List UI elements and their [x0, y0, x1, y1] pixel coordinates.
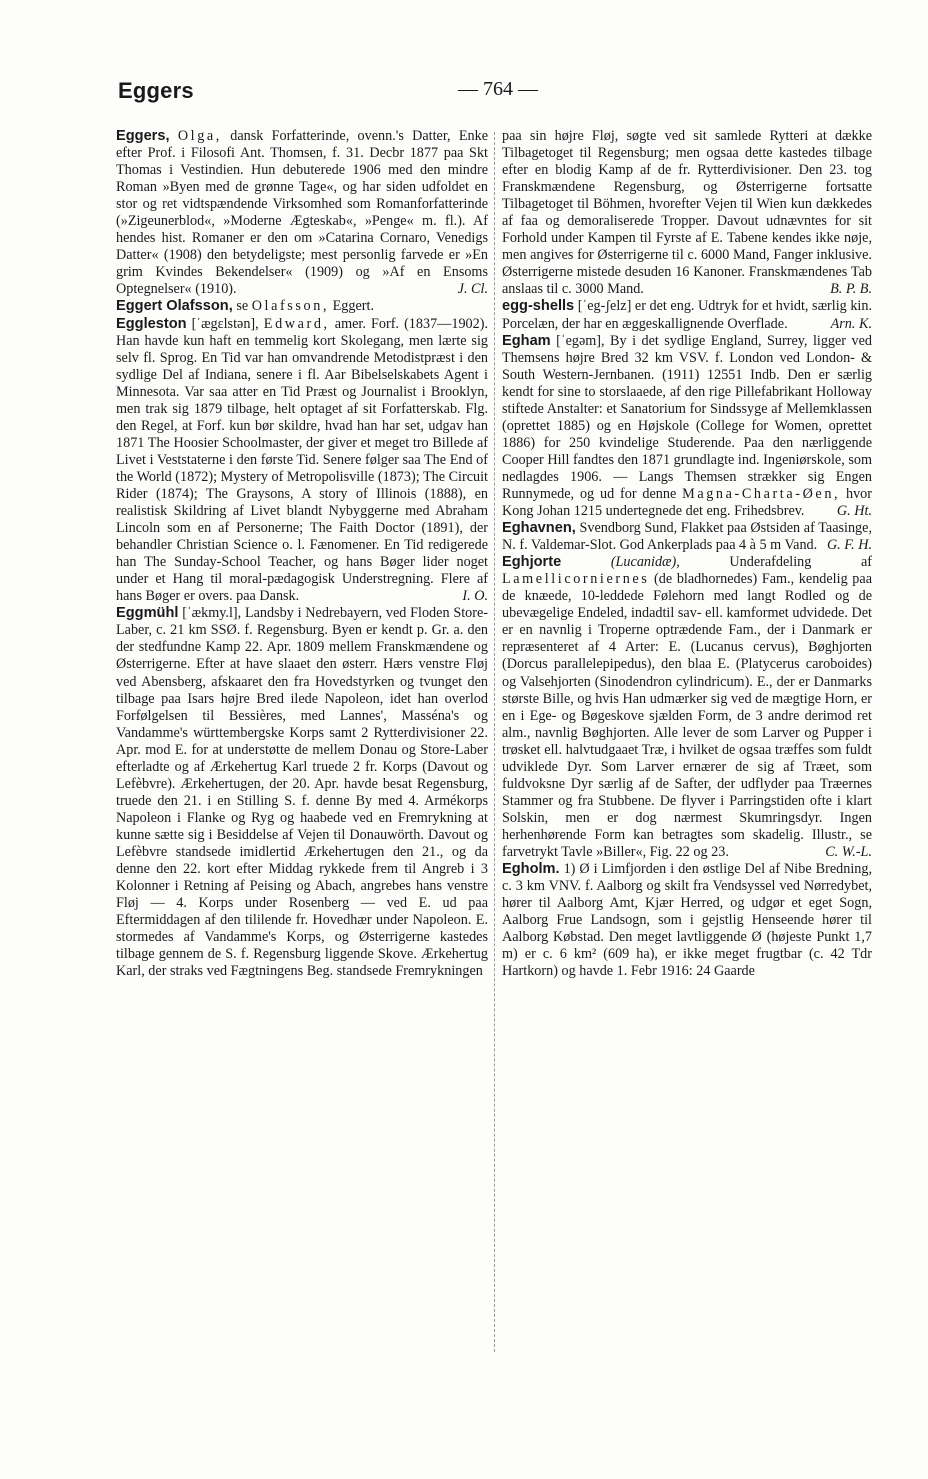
entry-signature: B. P. B. [830, 281, 872, 298]
entry-text: [ˈækmy.l], Landsby i Nedrebayern, ved Floden Store-Laber, c. 21 km SSØ. f. Regensburg. Byen er kendt p. Gr. a. den der stedfundne Kamp 22. Apr. 1809 mellem Franskmændene og Østerrigerne. Efter at have slaaet den østerr. Hærs venstre Fløj ved Abensberg, afskaaret den fra Hovedstyrken og tvunget den tilbage paa Isars højre Bred ilede Napoleon, idet han overlod Forfølgelsen til Bessières, med Lannes', Masséna's og Vandamme's württembergske Korps samt 2 Rytterdivisioner 22. Apr. mod E. for at understøtte de mellem Donau og Store-Laber efterladte og af Ærkehertug Karl truede 2 fr. Korps (Davout og Lefèbvre). Ærkehertugen, der 20. Apr. havde besat Regensburg, truede den 21. i en Stilling S. f. denne By med 4. Armékorps Napoleon i Flanke og Ryg og haabede ved en Fremrykning at kunne sætte sig i Besiddelse af Vejen til Donauwörth. Davout og Lefèbvre standsede imidlertid Ærkehertugen den 21., og da denne den 22. kort efter Middag rykkede frem til Angreb i 3 Kolonner i Retning af Peising og Abach, angrebes hans venstre Fløj — 4. Korps under Rosenberg — ved E. ud paa Eftermiddagen af den tililende fr. Hovedhær under Napoleon. E. stormedes af Vandamme's Korps, og Østerrigerne kastedes tilbage gennem de S. f. Regensburg liggende Skove. Ærkehertug Karl, der straks ved Fægtningens Beg. standsede Fremrykningen [116, 605, 488, 980]
entry-text: hvor Kong Johan 1215 undertegnede det eng. Frihedsbrev. [502, 485, 873, 520]
entry-text: [ˈegəm], By i det sydlige England, Surrey, ligger ved Themsens højre Bred 32 km VSV. f. London ved London- & South Western-Jernbanen. (1911) 12551 Indb. Den er særlig kendt for sine to storslaaede, af den rige Pillefabrikant Holloway stiftede Anstalter: et Sanatorium for Sindssyge af Mellemklassen (oprettet 1885) og en Højskole (College for Women, oprettet 1886) for 250 kvindelige Studerende. Paa den nærliggende Cooper Hill fandtes den 1871 grundlagte ind. Ingeniørskole, som nedlagdes 1906. — Langs Themsen strækker sig Engen Runnymede, og ud for denne [502, 332, 872, 502]
entry-eghavnen [502, 520, 872, 554]
entry-text: [ˈeg-ʃelz] er det eng. Udtryk for et hvidt, særlig kin. Porcelæn, der har en æggeskallignende Overflade. [502, 298, 872, 332]
entry-spaced-name: Lamellicorniernes [502, 571, 650, 588]
entry-spaced-name: Olga, [177, 128, 222, 144]
entry-spaced-name: Olafsson, [251, 298, 330, 315]
entry-text: Svendborg Sund, Flakket paa Østsiden af Taasinge, N. f. Valdemar-Slot. God Ankerplads paa 4 à 5 m Vand. [502, 520, 872, 554]
entry-signature: I. O. [462, 588, 488, 605]
entry-spaced-name: Edward, [263, 315, 330, 332]
entry-text: amer. Forf. (1837—1902). Han havde kun haft en temmelig kort Skolegang, men lærte sig selv fl. Sprog. En Tid var han omvandrende Metodistpræst i den sydlige Del af Indiana, senere i fl. Aar Bibelselskabets Agent i Minnesota. Var saa atter en Tid Præst og Journalist i Brooklyn, men trak sig 1879 tilbage, helt optaget af sit Forfatterskab. Flg. den Regel, at Forf. kun bør skildre, hvad han har set, udgav han 1871 The Hoosier Schoolmaster, der giver et meget tro Billede af Livet i Veststaterne i den første Tid. Senere følger saa The End of the World (1872); Mystery of Metropolisville (1873); The Circuit Rider (1874); The Graysons, A story of Illinois (1888), en realistisk Skildring af Livet blandt Nybyggerne med Abraham Lincoln som en af Personerne; The Faith Doctor (1891), der behandler Christian Science o. l. Fænomener. En Tid redigerede han The Sunday-School Teacher, og hans Bøger lider noget under et Hang til moral-pædagogisk Understregning. Flere af hans Bøger er overs. paa Dansk. [116, 315, 489, 605]
entry-text: Underafdeling af [679, 554, 872, 571]
running-head [118, 78, 878, 112]
entry-headword: egg-shells [502, 298, 575, 315]
entry-text: Eggert. [329, 298, 375, 315]
left-column [116, 128, 488, 980]
entry-italic-term: (Lucanidæ), [561, 554, 680, 571]
column-divider [494, 132, 496, 1352]
entry-text: [ˈægɛlstən], [186, 315, 264, 332]
entry-headword: Eggert Olafsson, [116, 298, 233, 315]
entry-text: paa sin højre Fløj, søgte ved sit samlede Rytteri at dække Tilbagetoget til Regensburg; men ogsaa dette kastedes tilbage efter en blodig Kamp af de fr. Rytterdivisioner. Den 23. tog Franskmændene Regensburg, og Østerrigerne fortsatte Tilbagetoget til Böhmen, hvorefter Vejen til Wien kun dækkedes af faa og demoraliserede Tropper. Davout udnævntes for sit Forhold under Kampen til Fyrste af E. Tabene kendes ikke nøje, men angives for Østerrigerne til c. 6000 Mand, Fanger inklusive. Østerrigerne mistede desuden 16 Kanoner. Franskmændenes Tab anslaas til c. 3000 Mand. [502, 128, 872, 298]
entry-headword: Eghavnen, [502, 520, 576, 537]
entry-spaced-name: Magna-Charta-Øen, [682, 485, 841, 502]
entry-headword: Egham [502, 332, 551, 349]
entry-signature: G. Ht. [836, 503, 872, 520]
entry-headword: Eggers, [116, 128, 170, 144]
entry-headword: Eggmühl [116, 605, 179, 622]
entry-text: 1) Ø i Limfjorden i den østlige Del af Nibe Bredning, c. 3 km VNV. f. Aalborg og skilt fra Vendsyssel ved Nørredybet, hører til Aalborg Amt, Kjær Herred, og udgør et eget Sogn, Aalborg Frue Landsogn, som i gejstlig Henseende hører til Aalborg Købstad. Den meget lavtliggende Ø (højeste Punkt 1,7 m) er c. 6 km² (609 ha), er ikke meget frugtbar (c. 42 Tdr Hartkorn) og havde 1. Febr 1916: 24 Gaarde [502, 861, 872, 980]
entry-signature: G. F. H. [826, 537, 872, 554]
page-number: — 764 — [458, 78, 538, 100]
entry-eghjorte [502, 554, 872, 861]
entry-egham [502, 333, 872, 521]
right-column [502, 128, 872, 980]
entry-headword: Eggleston [116, 315, 187, 332]
entry-signature: Arn. K. [830, 315, 872, 332]
entry-signature: C. W.-L. [825, 843, 872, 860]
entry-headword: Egholm. [502, 861, 560, 878]
entry-headword: Eghjorte [502, 554, 562, 571]
running-headword: Eggers [118, 78, 194, 103]
entry-eggert-olafsson [116, 298, 488, 315]
entry-eggers-olga [116, 128, 488, 298]
entry-egg-shells [502, 298, 872, 332]
entry-eggmuhl-continuation [502, 128, 872, 298]
entry-text: (de bladhornedes) Fam., kendelig paa de knæede, 10-leddede Følehorn med langt Rodled og de ubevægelige Endeled, indadtil sav- ell. kamformet udvidede. Det er en navnlig i Troperne optrædende Fam., der i Danmark er repræsenteret af 4 Arter: E. (Lucanus cervus), Bøghjorten (Dorcus parallelepipedus), den blaa E. (Platycerus caroboides) og Valsehjorten (Sinodendron cylindricum). E., der er Danmarks største Bille, og hvis Han udmærker sig ved de mægtige Horn, er en i Ege- og Bøgeskove sjælden Form, de 3 andre derimod ret alm., navnlig Bøghjorten. Alle lever de som Larver og Pupper i trøsket ell. halvtudgaaet Træ, i hvilket de ogsaa træffes som fuldt udviklede Dyr. Som Larver ernærer de sig af Træet, som fuldvoksne Dyr særlig af de Safter, der udflyder paa Træernes Stammer og fra Stubbene. De flyver i Parringstiden ofte i klart Solskin, men er dog nærmest Skumringsdyr. Ingen herhenhørende Form kan betragtes som skadelig. Illustr., se farvetrykt Tavle »Biller«, Fig. 22 og 23. [502, 571, 872, 860]
entry-text: se [232, 298, 252, 315]
entry-text: dansk Forfatterinde, ovenn.'s Datter, Enke efter Prof. i Filosofi Ant. Thomsen, f. 31. Decbr 1877 paa Skt Thomas i Vestindien. Hun debuterede 1906 med den mindre Roman »Byen med de grønne Tage«, og har siden udfoldet en stor og ret vidtspændende Virksomhed som Romanforfatterinde (»Zigeunerblod«, »Moderne Ægteskab«, »Penge« m. fl.). Af hendes hist. Romaner er den om »Catarina Cornaro, Venedigs Datter« (1908) den betydeligste; mest personlig farvede er »En grim Kvindes Bekendelser« (1909) og »Af en Ensoms Optegnelser« (1910). [116, 128, 488, 298]
entry-eggmuhl [116, 605, 488, 980]
entry-signature: J. Cl. [457, 281, 488, 298]
entry-eggleston [116, 316, 488, 606]
entry-egholm [502, 861, 872, 980]
